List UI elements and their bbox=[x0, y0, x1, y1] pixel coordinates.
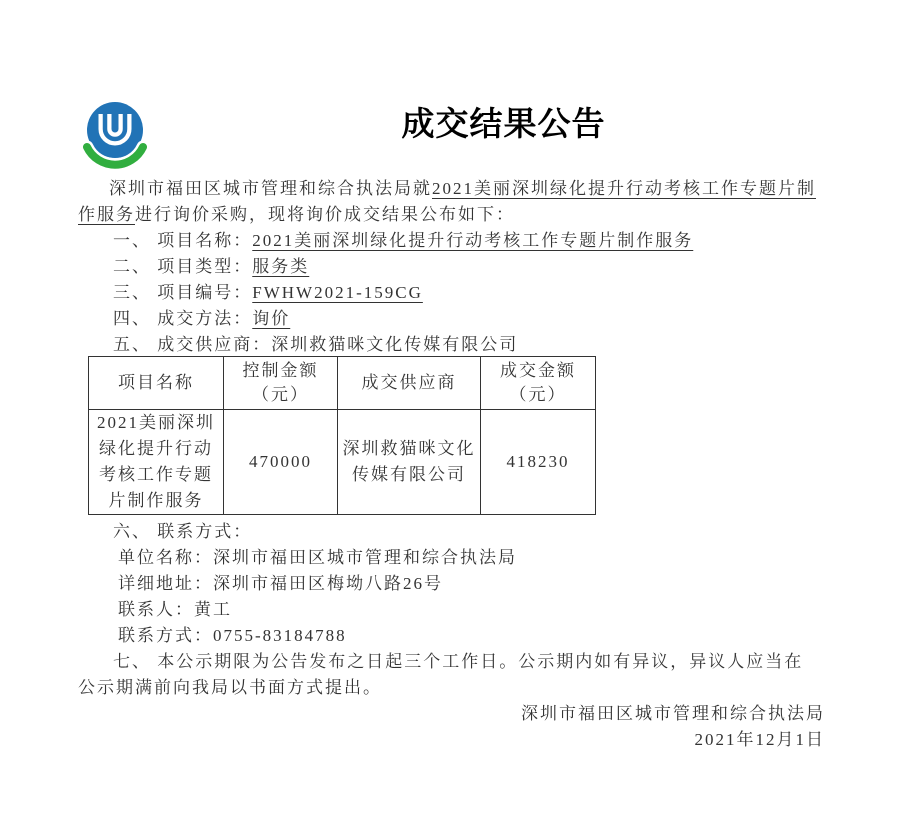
intro-line-2 bbox=[78, 202, 825, 228]
intro-text: 深圳市福田区城市管理和综合执法局就 bbox=[109, 179, 432, 198]
cell-deal-amount: 418230 bbox=[481, 410, 596, 515]
contact-value: 深圳市福田区梅坳八路26号 bbox=[213, 574, 443, 593]
item-label: 二、 项目类型： bbox=[113, 257, 253, 276]
contact-label: 单位名称： bbox=[118, 548, 213, 567]
item-value: 询价 bbox=[252, 309, 291, 328]
list-item-deal-method bbox=[113, 306, 825, 332]
item-value: 2021美丽深圳绿化提升行动考核工作专题片制作服务 bbox=[252, 231, 694, 250]
header-title: 成交供应商 bbox=[361, 373, 457, 392]
intro-line-1 bbox=[78, 176, 825, 202]
contact-label: 联系人： bbox=[118, 600, 194, 619]
table-row bbox=[89, 410, 596, 515]
item-label: 四、 成交方法： bbox=[113, 309, 253, 328]
header-title: 项目名称 bbox=[118, 373, 194, 392]
cell-project-name: 2021美丽深圳绿化提升行动考核工作专题片制作服务 bbox=[89, 410, 224, 515]
list-item-project-type bbox=[113, 254, 825, 280]
item-label: 一、 项目名称： bbox=[113, 231, 253, 250]
item-label: 五、 成交供应商： bbox=[113, 335, 272, 354]
contact-value: 黄工 bbox=[194, 600, 232, 619]
item-value: 深圳救猫咪文化传媒有限公司 bbox=[271, 335, 519, 354]
intro-underlined-project-cont: 作服务 bbox=[78, 205, 135, 224]
contact-value: 深圳市福田区城市管理和综合执法局 bbox=[213, 548, 517, 567]
contact-label: 联系方式： bbox=[118, 626, 213, 645]
contact-heading: 六、 联系方式： bbox=[113, 522, 253, 541]
contact-label: 详细地址： bbox=[118, 574, 213, 593]
signature-org: 深圳市福田区城市管理和综合执法局 bbox=[521, 704, 825, 723]
cell-supplier: 深圳救猫咪文化传媒有限公司 bbox=[338, 410, 481, 515]
cell-control-amount: 470000 bbox=[224, 410, 338, 515]
page-title: 成交结果公告 bbox=[401, 105, 606, 142]
header-supplier bbox=[338, 357, 481, 410]
contact-line-person bbox=[118, 597, 825, 623]
contact-value: 0755-83184788 bbox=[213, 626, 347, 645]
item-value: FWHW2021-159CG bbox=[252, 283, 423, 302]
header-sub: （元） bbox=[509, 385, 567, 404]
result-table bbox=[88, 356, 596, 515]
intro-underlined-project: 2021美丽深圳绿化提升行动考核工作专题片制 bbox=[432, 179, 816, 198]
contact-line-unit bbox=[118, 545, 825, 571]
contact-line-address bbox=[118, 571, 825, 597]
item-value: 服务类 bbox=[252, 257, 310, 276]
document-body bbox=[78, 176, 825, 753]
table-header-row bbox=[89, 357, 596, 410]
header-deal-amount bbox=[481, 357, 596, 410]
notice-line-1: 七、 本公示期限为公告发布之日起三个工作日。公示期内如有异议，异议人应当在 bbox=[113, 652, 804, 671]
header-title: 控制金额 bbox=[242, 361, 319, 380]
header-project-name bbox=[89, 357, 224, 410]
notice-line-2: 公示期满前向我局以书面方式提出。 bbox=[78, 678, 382, 697]
header-sub: （元） bbox=[252, 385, 309, 404]
signature-date: 2021年12月1日 bbox=[694, 730, 825, 749]
list-item-project-number bbox=[113, 280, 825, 306]
header-title: 成交金额 bbox=[500, 361, 576, 380]
list-item-supplier bbox=[113, 332, 825, 358]
contact-line-phone bbox=[118, 623, 825, 649]
item-label: 三、 项目编号： bbox=[113, 283, 253, 302]
header-control-amount bbox=[224, 357, 338, 410]
intro-text-cont: 进行询价采购，现将询价成交结果公布如下： bbox=[135, 205, 515, 224]
list-item-project-name bbox=[113, 228, 825, 254]
